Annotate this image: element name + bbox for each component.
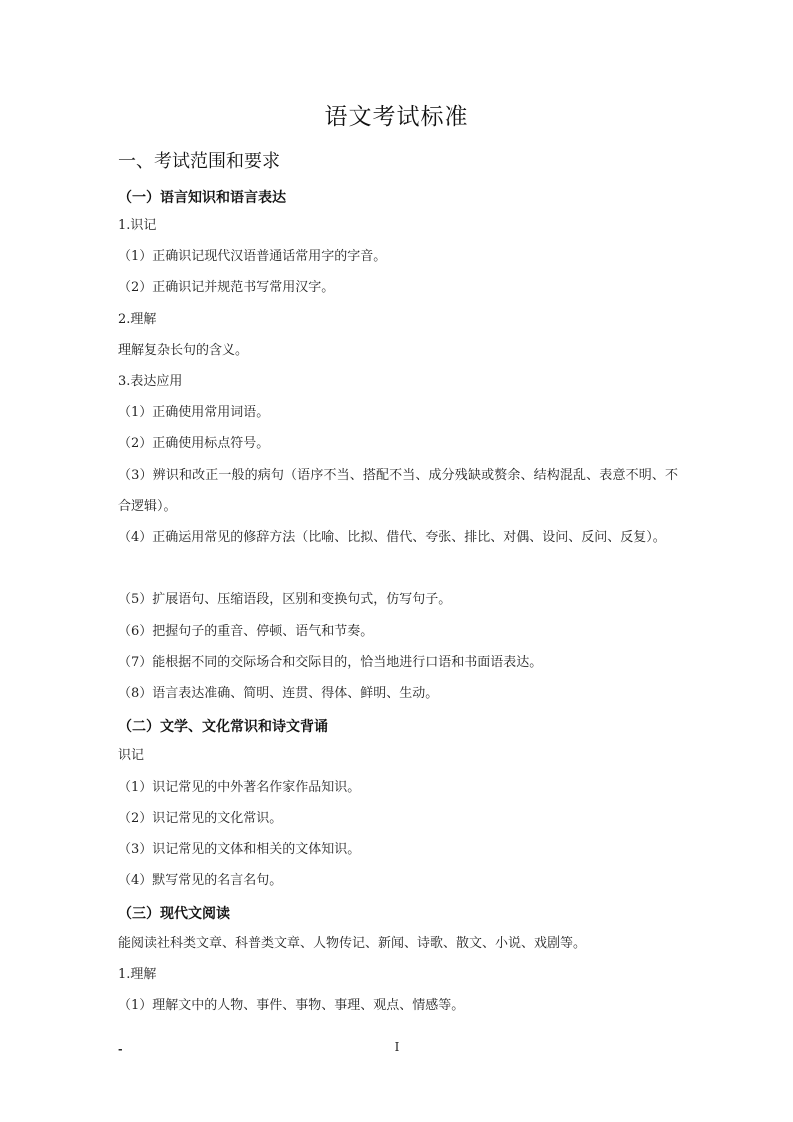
item-label-memorize: 1.识记 [118, 218, 157, 233]
list-item: （1）正确使用常用词语。 [118, 405, 270, 420]
list-item: （1）识记常见的中外著名作家作品知识。 [118, 780, 361, 795]
list-item: （2）正确识记并规范书写常用汉字。 [118, 280, 335, 295]
page-number: I [394, 1040, 400, 1054]
item-label-understand: 1.理解 [118, 967, 157, 982]
paragraph: 能阅读社科类文章、科普类文章、人物传记、新闻、诗歌、散文、小说、戏剧等。 [118, 936, 587, 951]
section-heading-scope: 一、考试范围和要求 [118, 151, 280, 172]
list-item: （2）识记常见的文化常识。 [118, 811, 283, 826]
list-item: （3）识记常见的文体和相关的文体知识。 [118, 842, 361, 857]
list-item: （5）扩展语句、压缩语段，区别和变换句式，仿写句子。 [118, 592, 452, 607]
list-item: （1）理解文中的人物、事件、事物、事理、观点、情感等。 [118, 998, 465, 1013]
paragraph: 理解复杂长句的含义。 [118, 343, 249, 358]
subsection-heading-literature: （二）文学、文化常识和诗文背诵 [118, 719, 328, 735]
list-item: （1）正确识记现代汉语普通话常用字的字音。 [118, 249, 387, 264]
document-title: 语文考试标准 [324, 104, 469, 130]
list-item: （4）正确运用常见的修辞方法（比喻、比拟、借代、夸张、排比、对偶、设问、反问、反复）。 [118, 530, 666, 545]
list-item: （3）辨识和改正一般的病句（语序不当、搭配不当、成分残缺或赘余、结构混乱、表意不明、不合逻辑）。 [118, 468, 678, 514]
item-label-memorize: 识记 [118, 748, 145, 763]
item-label-understand: 2.理解 [118, 312, 157, 327]
item-label-expression: 3.表达应用 [118, 374, 183, 389]
list-item: （8）语言表达准确、简明、连贯、得体、鲜明、生动。 [118, 686, 439, 701]
list-item: （6）把握句子的重音、停顿、语气和节奏。 [118, 624, 374, 639]
subsection-heading-language: （一）语言知识和语言表达 [118, 190, 286, 206]
footer-mark: - [118, 1043, 123, 1056]
subsection-heading-modern-reading: （三）现代文阅读 [118, 906, 230, 922]
list-item: （2）正确使用标点符号。 [118, 436, 270, 451]
list-item: （7）能根据不同的交际场合和交际目的，恰当地进行口语和书面语表达。 [118, 655, 543, 670]
list-item: （4）默写常见的名言名句。 [118, 873, 283, 888]
